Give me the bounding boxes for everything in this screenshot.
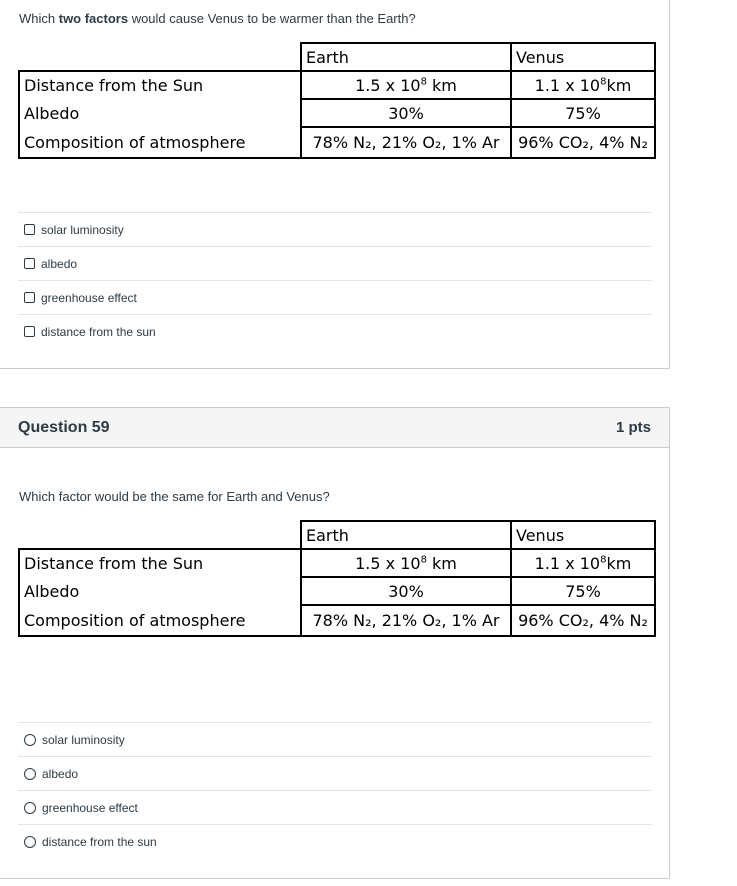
question-title: Question 59 [18,418,110,436]
radio-button[interactable] [24,734,36,746]
checkbox[interactable] [24,326,35,337]
earth-albedo: 30% [301,577,511,605]
row-label-composition: Composition of atmosphere [19,605,301,636]
earth-distance: 1.5 x $10^8$ km [301,71,511,99]
answer-option[interactable]: solar luminosity [18,722,652,756]
question-card-1 [0,0,670,369]
question-text: Which factor would be the same for Earth and Venus? [19,489,330,504]
venus-distance: 1.1 x $10^8km$ [511,71,655,99]
answer-option[interactable]: greenhouse effect [18,280,652,314]
venus-composition: 96% CO₂, 4% N₂ [511,605,655,636]
question-header [0,408,669,448]
col-header-earth: Earth [301,521,511,549]
venus-albedo: 75% [511,577,655,605]
question-card-59 [0,407,670,879]
row-label-distance: Distance from the Sun [19,549,301,577]
venus-composition: 96% CO₂, 4% N₂ [511,127,655,158]
col-header-venus: Venus [511,521,655,549]
answer-option[interactable]: distance from the sun [18,314,652,348]
checkbox[interactable] [24,292,35,303]
answer-option[interactable]: greenhouse effect [18,790,652,824]
radio-button[interactable] [24,802,36,814]
row-label-composition: Composition of atmosphere [19,127,301,158]
answer-list [18,212,652,348]
data-table [18,520,656,637]
question-text: Which two factors would cause Venus to be warmer than the Earth? [19,11,416,26]
answer-option[interactable]: albedo [18,246,652,280]
answer-list [18,722,652,858]
earth-composition: 78% N₂, 21% O₂, 1% Ar [301,127,511,158]
earth-distance: 1.5 x $10^8$ km [301,549,511,577]
radio-button[interactable] [24,836,36,848]
answer-option[interactable]: distance from the sun [18,824,652,858]
radio-button[interactable] [24,768,36,780]
row-label-albedo: Albedo [19,99,301,127]
col-header-earth: Earth [301,43,511,71]
venus-albedo: 75% [511,99,655,127]
question-points: 1 pts [615,419,651,436]
answer-option[interactable]: albedo [18,756,652,790]
venus-distance: 1.1 x $10^8km$ [511,549,655,577]
data-table [18,42,656,159]
checkbox[interactable] [24,258,35,269]
answer-option[interactable]: solar luminosity [18,212,652,246]
earth-albedo: 30% [301,99,511,127]
earth-composition: 78% N₂, 21% O₂, 1% Ar [301,605,511,636]
row-label-distance: Distance from the Sun [19,71,301,99]
col-header-venus: Venus [511,43,655,71]
row-label-albedo: Albedo [19,577,301,605]
checkbox[interactable] [24,224,35,235]
